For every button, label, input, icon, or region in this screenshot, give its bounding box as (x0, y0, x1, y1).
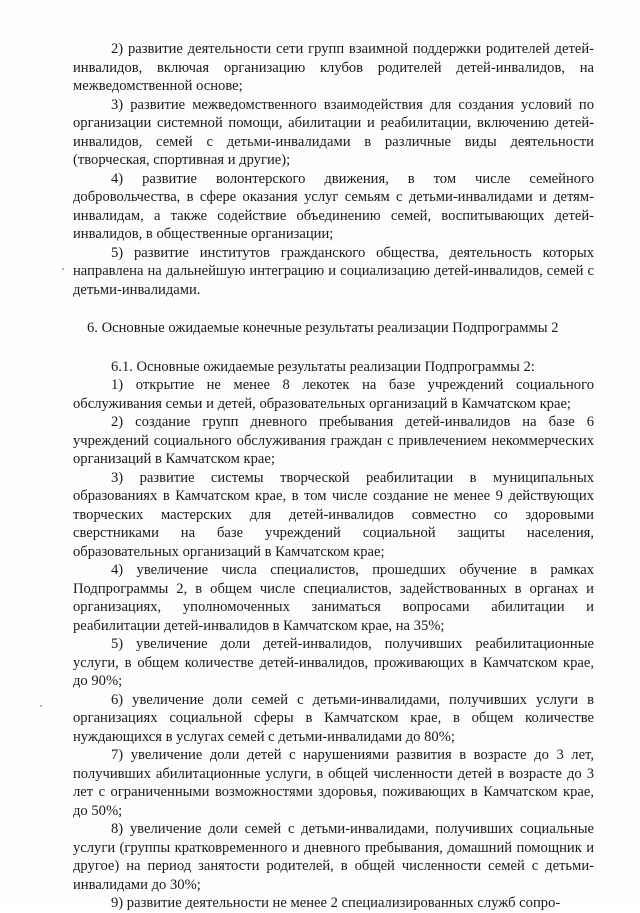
result-item-5: 5) увеличение доли детей-инвалидов, получивших реабилитационные услуги, в общем количестве детей-инвалидов, проживающих в Камчатском крае, до 90%; (73, 636, 594, 689)
result-item-2: 2) создание групп дневного пребывания детей-инвалидов на базе 6 учреждений социального обслуживания граждан с привлечением некоммерческих организаций в Камчатском крае; (73, 414, 594, 467)
result-item-6: 6) увеличение доли семей с детьми-инвалидами, получивших услуги в организациях социальной сферы в Камчатском крае, в общем количестве нуждающихся в услугах семей с детьми-инвалидами до 80%; (73, 691, 594, 745)
paragraph-item-5: 5) развитие институтов гражданского общества, деятельность которых направлена на дальнейшую интеграцию и социализацию детей-инвалидов, семей с детьми-инвалидами. (73, 244, 594, 298)
result-item-4: 4) увеличение числа специалистов, прошедших обучение в рамках Подпрограммы 2, в общем числе специалистов, задействованных в органах и организациях, уполномоченных заниматься вопросами абилитации и реабилитации детей-инвалидов в Камчатском крае, на 35%; (73, 562, 594, 634)
paragraph-item-4: 4) развитие волонтерского движения, в том числе семейного добровольчества, в сфере оказания услуг семьям с детьми-инвалидами и детям-инвалидам, а также содействие объединению семей, воспитывающих детей-инвалидов, в общественные организации; (73, 170, 594, 242)
result-item-8: 8) увеличение доли семей с детьми-инвалидами, получивших социальные услуги (группы кратковременного и дневного пребывания, домашний помощник и другое) на период занятости родителей, в общей численности семей с детьми-инвалидами до 30%; (73, 821, 594, 893)
result-item-1: 1) открытие не менее 8 лекотек на базе учреждений социального обслуживания семьи и детей, образовательных организаций в Камчатском крае; (73, 377, 594, 412)
paragraph-item-2: 2) развитие деятельности сети групп взаимной поддержки родителей детей-инвалидов, включая организацию клубов родителей детей-инвалидов, на межведомственной основе; (73, 41, 594, 94)
scan-speck (40, 705, 42, 707)
result-item-7: 7) увеличение доли детей с нарушениями развития в возрасте до 3 лет, получивших абилитационные услуги, в общей численности детей в возрасте до 3 лет с ограниченными возможностями здоровья, поживающих в Камчатском крае, до 50%; (73, 747, 594, 819)
document-body (73, 40, 594, 913)
result-item-3: 3) развитие системы творческой реабилитации в муниципальных образованиях в Камчатском крае, в том числе создание не менее 9 действующих творческих мастерских для детей-инвалидов совместно со здоровыми сверстниками на базе учреждений социальной защиты населения, образовательных организаций в Камчатском крае; (73, 469, 594, 560)
result-item-9: 9) развитие деятельности не менее 2 специализированных служб сопро- (111, 895, 561, 911)
paragraph-item-3: 3) развитие межведомственного взаимодействия для создания условий по организации системной помощи, абилитации и реабилитации, включению детей-инвалидов, семей с детьми-инвалидами в различные виды деятельности (творческая, спортивная и другие); (73, 96, 594, 168)
results-intro: 6.1. Основные ожидаемые результаты реализации Подпрограммы 2: (111, 358, 535, 375)
section-heading: 6. Основные ожидаемые конечные результаты реализации Подпрограммы 2 (87, 320, 559, 336)
scan-speck (62, 268, 64, 270)
